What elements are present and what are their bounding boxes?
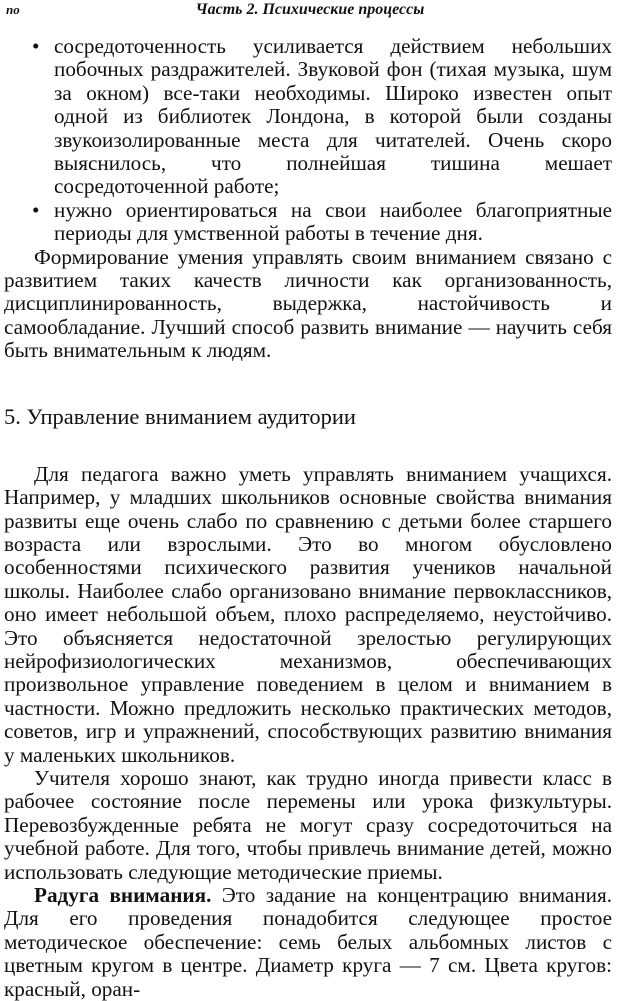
bullet-glyph: • [32, 34, 40, 58]
bullet-glyph: • [32, 197, 40, 222]
page-header [0, 0, 620, 24]
bullet-text: нужно ориентироваться на свои наиболее благоприятные периоды для умственной работы в течение дня. [54, 197, 612, 246]
paragraph-text: Это задание на концентрацию внимания. Для его проведения понадобится следующее простое методическое обеспечение: семь белых альбомных листов с цветным кругом в центре. Диаметр круга — 7 см. Цвета кругов: красный, оран- [4, 883, 612, 1001]
page-number: no [6, 2, 20, 17]
bullet-item [4, 199, 612, 246]
bullet-text: сосредоточенность усиливается действием небольших побочных раздражителей. Звуковой фон (тихая музыка, шум за окном) все-таки необходимы. Широко известен опыт одной из библиотек Лондона, в которой были созданы звукоизолированные места для читателей. Очень скоро выяснилось, что полнейшая тишина мешает сосредоточенной работе; [54, 34, 612, 199]
running-title: Часть 2. Психические процессы [195, 1, 425, 18]
body-text [4, 35, 612, 1001]
paragraph: Учителя хорошо знают, как трудно иногда привести класс в рабочее состояние после перемены или урока физкультуры. Перевозбужденные ребята не могут сразу сосредоточиться на учебной работе. Для того, чтобы привлечь внимание детей, можно использовать следующие методические приемы. [4, 765, 612, 884]
section-title: 5. Управление вниманием аудитории [4, 403, 356, 429]
paragraph: Для педагога важно уметь управлять вниманием учащихся. Например, у младших школьников основные свойства внимания развиты еще очень слабо по сравнению с детьми более старшего возраста или взрослыми. Это во многом обусловлено особенностями психического развития учеников начальной школы. Наиболее слабо организовано внимание первоклассников, оно имеет небольшой объем, плохо распределяемо, неустойчиво. Это объясняется недостаточной зрелостью регулирующих нейрофизиологических механизмов, обеспечивающих произвольное управление поведением в целом и вниманием в частности. Можно предложить несколько практических методов, советов, игр и упражнений, способствующих развитию внимания у маленьких школьников. [4, 461, 612, 767]
paragraph [4, 884, 612, 1001]
bullet-item [4, 35, 612, 199]
paragraph: Формирование умения управлять своим вниманием связано с развитием таких качеств личности как организованность, дисциплинированность, выдержка, настойчивость и самообладание. Лучший способ развить внимание — научить себя быть внимательным к людям. [4, 244, 612, 363]
bullet-list [4, 35, 612, 246]
run-in-heading: Радуга внимания. [34, 883, 212, 907]
